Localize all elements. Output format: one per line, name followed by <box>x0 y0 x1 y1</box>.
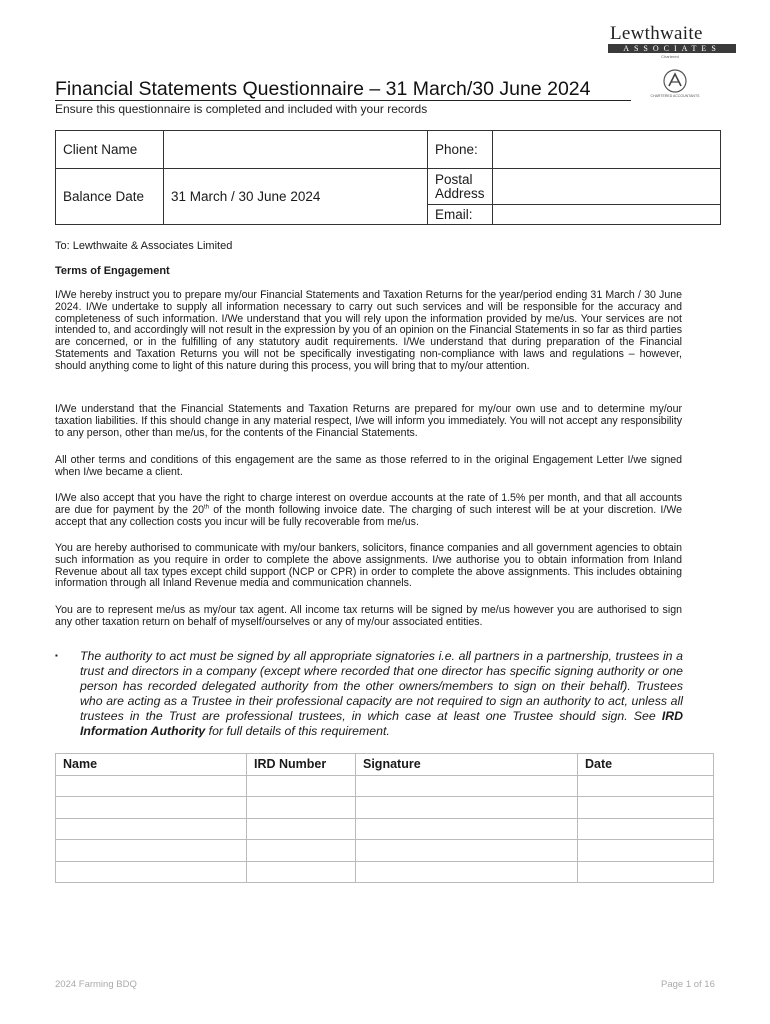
authority-note-part-a: The authority to act must be signed by all appropriate signatories i.e. all partners in a partnership, trustees in a trust and directors in a company (except where recorded that one director has specific signing authority or one person has recorded delegated authority from the other owners/members to sign on their behalf). Trustees who are acting as a Trustee in their professional capacity are not required to sign an authority to act, unless all trustees in the Trust are professional trustees, in which case at least one Trustee should sign. See <box>80 649 683 723</box>
page-subtitle: Ensure this questionnaire is completed and included with your records <box>55 102 428 116</box>
col-header-name: Name <box>56 754 247 776</box>
date-cell[interactable] <box>578 797 714 819</box>
name-cell[interactable] <box>56 818 247 840</box>
paragraph-3: All other terms and conditions of this engagement are the same as those referred to in the original Engagement Letter I/we signed when I/we became a client. <box>55 454 682 478</box>
phone-field[interactable] <box>493 131 721 169</box>
paragraph-5: You are hereby authorised to communicate with my/our bankers, solicitors, finance companies and all government agencies to obtain such information as you require in order to complete the above assignments. I/we authorise you to obtain information from Inland Revenue about all tax types except child support (NCP or CPR) in order to complete the above assignments. This includes obtaining information through all Inland Revenue media and communication channels. <box>55 542 682 590</box>
date-cell[interactable] <box>578 840 714 862</box>
postal-label-line-1: Postal <box>435 171 473 187</box>
signature-cell[interactable] <box>356 840 578 862</box>
balance-date-label: Balance Date <box>56 169 164 225</box>
authority-note-text <box>80 649 683 739</box>
table-row <box>56 861 714 883</box>
footer-document-name: 2024 Farming BDQ <box>55 979 137 990</box>
name-cell[interactable] <box>56 775 247 797</box>
postal-address-field[interactable] <box>493 169 721 205</box>
balance-date-value: 31 March / 30 June 2024 <box>164 169 428 225</box>
client-name-label: Client Name <box>56 131 164 169</box>
ird-information-authority-ref: IRD Information Authority <box>80 709 683 738</box>
col-header-signature: Signature <box>356 754 578 776</box>
name-cell[interactable] <box>56 840 247 862</box>
col-header-date: Date <box>578 754 714 776</box>
postal-address-label <box>428 169 493 205</box>
date-cell[interactable] <box>578 775 714 797</box>
email-label: Email: <box>428 205 493 225</box>
paragraph-4 <box>55 493 682 528</box>
name-cell[interactable] <box>56 861 247 883</box>
paragraph-1: I/We hereby instruct you to prepare my/our Financial Statements and Taxation Returns for the year/period ending 31 March / 30 June 2024. I/We undertake to supply all information necessary to carry out such services and will be responsible for the accuracy and completeness of such information. I/We understand that you will rely upon the information provided by me/us. Your services are not intended to, and accordingly will not result in the expression by you of an opinion on the Financial Statements in so far as third parties are concerned, or in the fulfilling of any statutory audit requirements. I/We understand that during preparation of the Financial Statements and Taxation Returns you will not be specifically investigating non-compliance with laws and regulations – however, should anything come to light of this nature during this process, you will bring that to my/our attention. <box>55 289 682 372</box>
ird-number-cell[interactable] <box>247 818 356 840</box>
bullet-square-icon: ▪ <box>55 651 58 660</box>
paragraph-4-part-b: of the month following invoice date. The charging of such interest will be at your discretion. I/We accept that any collection costs you incur will be fully recoverable from me/us. <box>55 503 683 528</box>
signature-table-header <box>56 754 714 776</box>
ordinal-suffix: th <box>204 504 210 511</box>
logo-sub: ASSOCIATES <box>608 44 736 53</box>
table-row <box>56 775 714 797</box>
ird-number-cell[interactable] <box>247 775 356 797</box>
table-row <box>56 818 714 840</box>
phone-label: Phone: <box>428 131 493 169</box>
ca-logo-caption: CHARTERED ACCOUNTANTS <box>650 94 700 98</box>
name-cell[interactable] <box>56 797 247 819</box>
signature-cell[interactable] <box>356 797 578 819</box>
col-header-ird-number: IRD Number <box>247 754 356 776</box>
email-field[interactable] <box>493 205 721 225</box>
terms-heading: Terms of Engagement <box>55 265 170 277</box>
logo-name: Lewthwaite <box>610 23 703 44</box>
footer-page-number: Page 1 of 16 <box>661 979 715 990</box>
chartered-accountants-logo <box>640 68 710 102</box>
client-name-field[interactable] <box>164 131 428 169</box>
ird-number-cell[interactable] <box>247 797 356 819</box>
addressee: To: Lewthwaite & Associates Limited <box>55 240 233 252</box>
ca-emblem-icon <box>640 68 710 94</box>
paragraph-6: You are to represent me/us as my/our tax agent. All income tax returns will be signed by me/us however you are authorised to sign any other taxation return on behalf of myself/ourselves or any of my/our associated entities. <box>55 604 682 628</box>
date-cell[interactable] <box>578 861 714 883</box>
logo-tagline: Chartered <box>661 54 679 59</box>
title-divider <box>55 100 631 101</box>
postal-label-line-2: Address <box>435 185 485 201</box>
client-details-table <box>55 130 721 225</box>
paragraph-4-part-a: I/We also accept that you have the right to charge interest on overdue accounts at the rate of 1.5% per month, and that all accounts are due for payment by the 20 <box>55 492 682 516</box>
authority-note-part-b: for full details of this requirement. <box>205 724 390 738</box>
signature-cell[interactable] <box>356 861 578 883</box>
signature-cell[interactable] <box>356 818 578 840</box>
ird-number-cell[interactable] <box>247 861 356 883</box>
table-row <box>56 840 714 862</box>
page-title: Financial Statements Questionnaire – 31 March/30 June 2024 <box>55 78 591 100</box>
paragraph-2: I/We understand that the Financial Statements and Taxation Returns are prepared for my/our own use and to determine my/our taxation liabilities. If this should change in any material respect, I/we will inform you immediately. You will not accept any responsibility to any person, other than me/us, for the contents of the Financial Statements. <box>55 403 682 439</box>
table-row <box>56 797 714 819</box>
lewthwaite-logo <box>604 20 736 59</box>
date-cell[interactable] <box>578 818 714 840</box>
signature-table <box>55 753 714 883</box>
ird-number-cell[interactable] <box>247 840 356 862</box>
signature-cell[interactable] <box>356 775 578 797</box>
